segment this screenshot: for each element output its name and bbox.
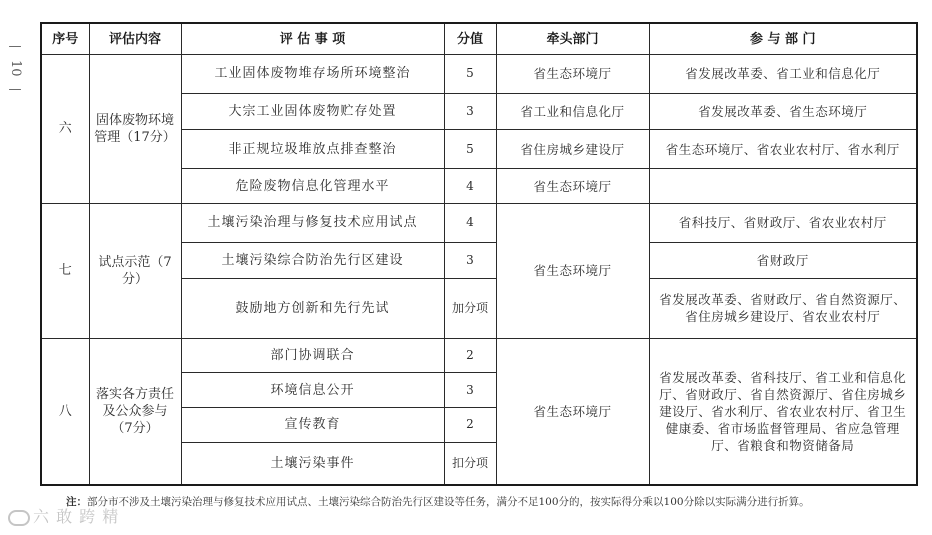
watermark [8,504,119,527]
eval-item: 土壤污染事件 [181,442,444,485]
eval-item: 土壤污染综合防治先行区建设 [181,242,444,279]
header-score: 分值 [444,23,496,55]
header-content: 评估内容 [89,23,181,55]
lead-dept: 省生态环境厅 [496,169,649,204]
participant-depts: 省发展改革委、省财政厅、省自然资源厅、省住房城乡建设厅、省农业农村厅 [649,279,917,338]
header-seq: 序号 [41,23,89,55]
score-value: 2 [444,407,496,442]
lead-dept: 省生态环境厅 [496,338,649,485]
table-row [41,55,917,94]
participant-depts: 省科技厅、省财政厅、省农业农村厅 [649,203,917,242]
eval-item: 宣传教育 [181,407,444,442]
participant-depts: 省生态环境厅、省农业农村厅、省水利厅 [649,130,917,169]
lead-dept: 省生态环境厅 [496,203,649,338]
header-row [41,23,917,55]
lead-dept: 省生态环境厅 [496,55,649,94]
participant-depts [649,169,917,204]
participant-depts: 省财政厅 [649,242,917,279]
score-value: 3 [444,242,496,279]
table-row [41,338,917,373]
header-participants: 参 与 部 门 [649,23,917,55]
page-number-dash-bottom: — [8,81,22,97]
participant-depts: 省发展改革委、省生态环境厅 [649,93,917,130]
section-category: 试点示范（7分） [89,203,181,338]
evaluation-table [40,22,918,486]
footnote-label: 注： [66,496,87,508]
score-value: 2 [444,338,496,373]
page-number-dash-top: — [8,39,22,54]
page-number [4,38,26,99]
eval-item: 部门协调联合 [181,338,444,373]
score-value: 5 [444,130,496,169]
lead-dept: 省工业和信息化厅 [496,93,649,130]
header-item: 评 估 事 项 [181,23,444,55]
section-seq: 八 [41,338,89,485]
eval-item: 工业固体废物堆存场所环境整治 [181,55,444,94]
eval-item: 危险废物信息化管理水平 [181,169,444,204]
watermark-text: 六 敢 跨 精 [33,507,120,526]
eval-item: 鼓励地方创新和先行先试 [181,279,444,338]
lead-dept: 省住房城乡建设厅 [496,130,649,169]
section-seq: 七 [41,203,89,338]
section-seq: 六 [41,55,89,204]
table-row [41,203,917,242]
watermark-logo-icon [8,510,30,526]
footnote-text: 部分市不涉及土壤污染治理与修复技术应用试点、土壤污染综合防治先行区建设等任务，满分不足100分的，按实际得分乘以100分除以实际满分进行折算。 [87,496,810,508]
section-category: 落实各方责任及公众参与（7分） [89,338,181,485]
score-value: 4 [444,169,496,204]
participant-depts: 省发展改革委、省工业和信息化厅 [649,55,917,94]
participant-depts: 省发展改革委、省科技厅、省工业和信息化厅、省财政厅、省自然资源厅、省住房城乡建设厅、省水利厅、省农业农村厅、省卫生健康委、省市场监督管理局、省应急管理厅、省粮食和物资储备局 [649,338,917,485]
eval-item: 环境信息公开 [181,373,444,408]
score-value: 加分项 [444,279,496,338]
header-lead: 牵头部门 [496,23,649,55]
score-value: 3 [444,93,496,130]
eval-item: 非正规垃圾堆放点排查整治 [181,130,444,169]
footnote [66,492,906,513]
section-category: 固体废物环境管理（17分） [89,55,181,204]
page-number-value: 10 [8,60,23,77]
eval-item: 土壤污染治理与修复技术应用试点 [181,203,444,242]
eval-item: 大宗工业固体废物贮存处置 [181,93,444,130]
score-value: 5 [444,55,496,94]
score-value: 扣分项 [444,442,496,485]
score-value: 4 [444,203,496,242]
score-value: 3 [444,373,496,408]
